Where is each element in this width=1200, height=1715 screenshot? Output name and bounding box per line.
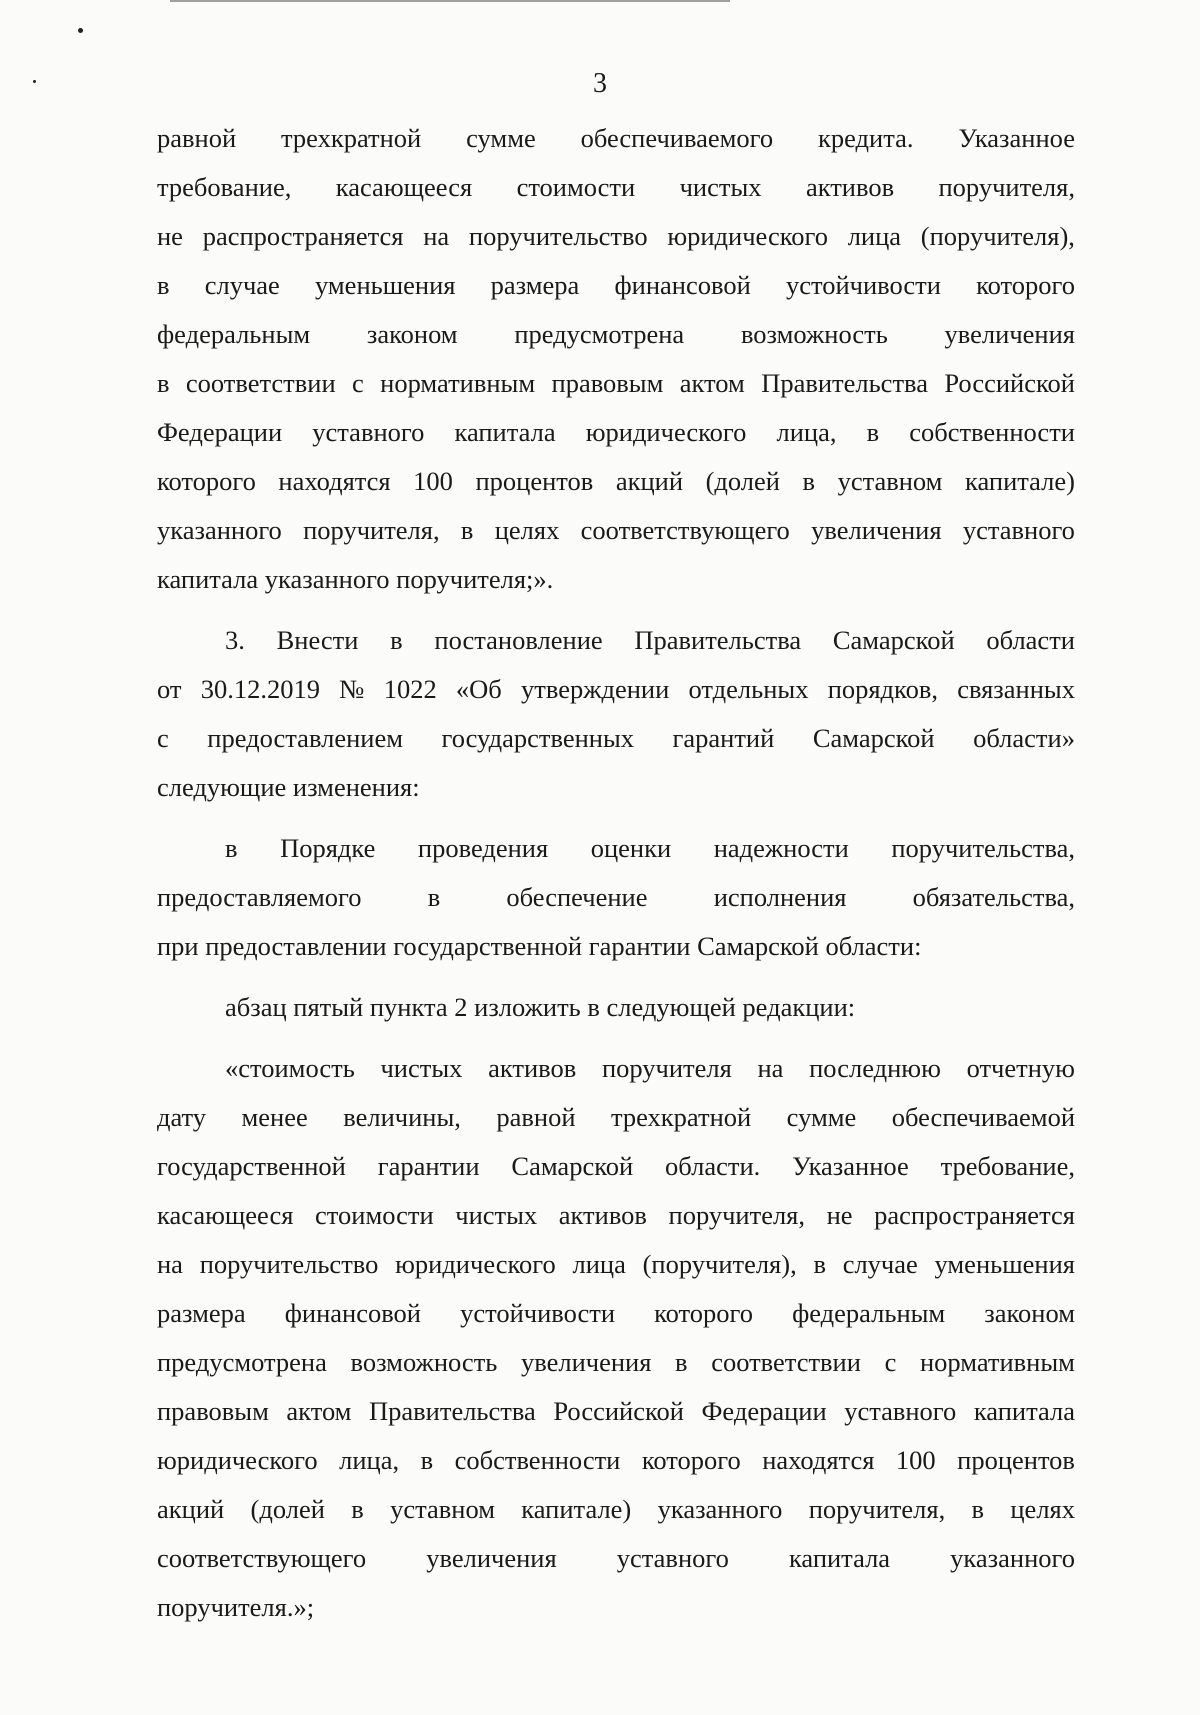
word: капитале) bbox=[521, 1494, 632, 1524]
word: в bbox=[420, 1445, 434, 1475]
word: требование, bbox=[157, 172, 292, 202]
word: финансовой bbox=[614, 270, 751, 300]
text-line bbox=[157, 1191, 1075, 1240]
word: законом bbox=[366, 319, 458, 349]
text-line bbox=[157, 212, 1075, 261]
text-line bbox=[157, 408, 1075, 457]
word: «Об bbox=[455, 674, 502, 704]
word: собственности bbox=[909, 417, 1075, 447]
word: указанного bbox=[157, 515, 282, 545]
text-line bbox=[157, 1289, 1075, 1338]
word: увеличения bbox=[426, 1543, 557, 1573]
word: чистых bbox=[455, 1200, 538, 1230]
word: 1022 bbox=[383, 674, 437, 704]
text-line: поручителя.»; bbox=[157, 1592, 315, 1622]
word: утверждении bbox=[521, 674, 670, 704]
text-line bbox=[157, 616, 1075, 665]
word: Правительства bbox=[634, 625, 802, 655]
word: предусмотрена bbox=[157, 1347, 327, 1377]
text-line bbox=[157, 1485, 1075, 1534]
word: распространяется bbox=[874, 1200, 1075, 1230]
word: уставного bbox=[616, 1543, 729, 1573]
word: актом bbox=[286, 1396, 352, 1426]
word: дату bbox=[157, 1102, 207, 1132]
word: связанных bbox=[957, 674, 1075, 704]
word: на bbox=[757, 1053, 784, 1083]
paragraph bbox=[157, 616, 1075, 812]
word: в bbox=[225, 833, 238, 863]
word: акций bbox=[157, 1494, 225, 1524]
word: в bbox=[813, 1249, 826, 1279]
word: (долей bbox=[250, 1494, 325, 1524]
word: № bbox=[339, 674, 365, 704]
word: находятся bbox=[278, 466, 391, 496]
word: юридического bbox=[585, 417, 747, 447]
word: чистых bbox=[679, 172, 762, 202]
word: капитала bbox=[788, 1543, 891, 1573]
word: уменьшения bbox=[315, 270, 456, 300]
word: нормативным bbox=[380, 368, 536, 398]
word: области» bbox=[973, 723, 1075, 753]
paragraph bbox=[157, 983, 1075, 1032]
word: в bbox=[157, 368, 170, 398]
word: федеральным bbox=[792, 1298, 946, 1328]
word: 3. bbox=[225, 625, 245, 655]
word: распространяется bbox=[202, 221, 404, 251]
word: Российской bbox=[553, 1396, 684, 1426]
word: менее bbox=[241, 1102, 308, 1132]
word: целях bbox=[1010, 1494, 1075, 1524]
text-line bbox=[157, 1338, 1075, 1387]
word: Порядке bbox=[280, 833, 376, 863]
word: Самарской bbox=[812, 723, 935, 753]
word: уставном bbox=[390, 1494, 495, 1524]
word: на bbox=[157, 1249, 183, 1279]
word: поручителя, bbox=[938, 172, 1075, 202]
word: с bbox=[884, 1347, 897, 1377]
word: которого bbox=[157, 466, 256, 496]
word: размера bbox=[157, 1298, 246, 1328]
document-body bbox=[157, 114, 1075, 1632]
paragraph bbox=[157, 114, 1075, 604]
word: активов bbox=[805, 172, 895, 202]
word: стоимости bbox=[315, 1200, 434, 1230]
word: сумме bbox=[786, 1102, 857, 1132]
word: поручителя, bbox=[303, 515, 440, 545]
word: уставного bbox=[844, 1396, 957, 1426]
word: государственных bbox=[441, 723, 635, 753]
text-line bbox=[157, 665, 1075, 714]
word: нормативным bbox=[919, 1347, 1075, 1377]
word: возможность bbox=[740, 319, 888, 349]
word: обеспечение bbox=[506, 882, 648, 912]
word: 30.12.2019 bbox=[200, 674, 320, 704]
text-line bbox=[157, 714, 1075, 763]
word: отчетную bbox=[966, 1053, 1075, 1083]
text-line bbox=[157, 824, 1075, 873]
word: которого bbox=[976, 270, 1075, 300]
word: Федерации bbox=[157, 417, 283, 447]
word: в bbox=[802, 466, 816, 496]
word: актом bbox=[679, 368, 745, 398]
word: от bbox=[157, 674, 182, 704]
word: в bbox=[675, 1347, 688, 1377]
paragraph bbox=[157, 824, 1075, 971]
word: случае bbox=[842, 1249, 918, 1279]
word: Внести bbox=[276, 625, 359, 655]
word: уставном bbox=[837, 466, 943, 496]
word: акций bbox=[615, 466, 684, 496]
word: предусмотрена bbox=[514, 319, 685, 349]
word: поручительство bbox=[199, 1249, 379, 1279]
word: чистых bbox=[380, 1053, 463, 1083]
word: кредита. bbox=[818, 123, 914, 153]
word: которого bbox=[654, 1298, 753, 1328]
word: указанного bbox=[950, 1543, 1075, 1573]
word: Самарской bbox=[511, 1151, 634, 1181]
word: собственности bbox=[454, 1445, 621, 1475]
word: правовым bbox=[157, 1396, 269, 1426]
word: последнюю bbox=[809, 1053, 941, 1083]
word: возможность bbox=[350, 1347, 498, 1377]
word: Правительства bbox=[761, 368, 928, 398]
word: устойчивости bbox=[785, 270, 941, 300]
word: надежности bbox=[713, 833, 849, 863]
text-line bbox=[157, 1436, 1075, 1485]
word: трехкратной bbox=[281, 123, 422, 153]
word: в bbox=[460, 515, 474, 545]
word: постановление bbox=[434, 625, 603, 655]
text-line bbox=[157, 873, 1075, 922]
word: лица bbox=[847, 221, 902, 251]
word: Российской bbox=[944, 368, 1075, 398]
word: оценки bbox=[590, 833, 672, 863]
word: уменьшения bbox=[934, 1249, 1075, 1279]
text-line: следующие изменения: bbox=[157, 772, 420, 802]
word: процентов bbox=[957, 1445, 1075, 1475]
word: равной bbox=[157, 123, 237, 153]
word: увеличения bbox=[811, 515, 942, 545]
word: 100 bbox=[895, 1445, 936, 1475]
word: лица, bbox=[339, 1445, 400, 1475]
scan-speck bbox=[78, 28, 83, 33]
word: правовым bbox=[551, 368, 664, 398]
word: гарантий bbox=[672, 723, 775, 753]
word: целях bbox=[494, 515, 560, 545]
word: области. bbox=[665, 1151, 761, 1181]
text-line bbox=[157, 506, 1075, 555]
text-line bbox=[157, 261, 1075, 310]
word: Указанное bbox=[792, 1151, 909, 1181]
paragraph bbox=[157, 1044, 1075, 1632]
word: лица, bbox=[776, 417, 837, 447]
word: стоимости bbox=[516, 172, 636, 202]
word: с bbox=[352, 368, 364, 398]
text-line: абзац пятый пункта 2 изложить в следующей редакции: bbox=[225, 992, 856, 1022]
word: финансовой bbox=[284, 1298, 421, 1328]
word: находятся bbox=[762, 1445, 875, 1475]
word: Самарской bbox=[832, 625, 955, 655]
word: (поручителя), bbox=[920, 221, 1075, 251]
word: указанного bbox=[657, 1494, 783, 1524]
word: касающееся bbox=[335, 172, 473, 202]
word: предоставлением bbox=[207, 723, 403, 753]
word: федеральным bbox=[157, 319, 311, 349]
word: государственной bbox=[157, 1151, 346, 1181]
word: поручителя bbox=[601, 1053, 732, 1083]
word: области bbox=[986, 625, 1075, 655]
word: в bbox=[427, 882, 441, 912]
word: проведения bbox=[417, 833, 549, 863]
word: (поручителя), bbox=[642, 1249, 797, 1279]
word: уставного bbox=[962, 515, 1075, 545]
word: Правительства bbox=[369, 1396, 536, 1426]
word: касающееся bbox=[157, 1200, 294, 1230]
word: случае bbox=[204, 270, 280, 300]
text-line bbox=[157, 310, 1075, 359]
text-line bbox=[157, 359, 1075, 408]
text-line bbox=[157, 163, 1075, 212]
word: сумме bbox=[466, 123, 536, 153]
word: трехкратной bbox=[610, 1102, 752, 1132]
word: Указанное bbox=[958, 123, 1075, 153]
word: поручительства, bbox=[891, 833, 1075, 863]
word: увеличения bbox=[521, 1347, 652, 1377]
text-line bbox=[157, 1044, 1075, 1093]
word: капитале) bbox=[965, 466, 1075, 496]
word: устойчивости bbox=[460, 1298, 616, 1328]
word: размера bbox=[490, 270, 580, 300]
word: соответствии bbox=[185, 368, 336, 398]
word: исполнения bbox=[713, 882, 847, 912]
word: увеличения bbox=[944, 319, 1075, 349]
word: обеспечиваемого bbox=[580, 123, 774, 153]
word: равной bbox=[496, 1102, 576, 1132]
page-number: 3 bbox=[593, 68, 607, 99]
word: не bbox=[157, 221, 183, 251]
word: величины, bbox=[343, 1102, 461, 1132]
word: соответствии bbox=[711, 1347, 861, 1377]
scan-top-edge bbox=[170, 0, 730, 2]
text-line: при предоставлении государственной гарантии Самарской области: bbox=[157, 931, 922, 961]
word: гарантии bbox=[377, 1151, 480, 1181]
text-line bbox=[157, 114, 1075, 163]
word: требование, bbox=[940, 1151, 1075, 1181]
word: в bbox=[351, 1494, 364, 1524]
word: поручительство bbox=[468, 221, 648, 251]
word: соответствующего bbox=[580, 515, 790, 545]
text-line bbox=[157, 1387, 1075, 1436]
word: обязательства, bbox=[912, 882, 1075, 912]
word: активов bbox=[558, 1200, 647, 1230]
word: активов bbox=[488, 1053, 577, 1083]
word: обеспечиваемой bbox=[891, 1102, 1075, 1132]
word: не bbox=[826, 1200, 853, 1230]
word: (долей bbox=[705, 466, 780, 496]
text-line: капитала указанного поручителя;». bbox=[157, 564, 554, 594]
text-line bbox=[157, 457, 1075, 506]
text-line bbox=[157, 1093, 1075, 1142]
text-line bbox=[157, 1142, 1075, 1191]
text-line bbox=[157, 1534, 1075, 1583]
word: капитала bbox=[973, 1396, 1075, 1426]
word: 100 bbox=[413, 466, 453, 496]
word: в bbox=[390, 625, 403, 655]
word: юридического bbox=[157, 1445, 318, 1475]
word: капитала bbox=[454, 417, 556, 447]
word: в bbox=[866, 417, 880, 447]
word: Федерации bbox=[701, 1396, 827, 1426]
word: предоставляемого bbox=[157, 882, 362, 912]
word: отдельных bbox=[688, 674, 809, 704]
word: «стоимость bbox=[225, 1053, 355, 1083]
word: которого bbox=[641, 1445, 741, 1475]
word: с bbox=[157, 723, 169, 753]
word: поручителя, bbox=[808, 1494, 946, 1524]
word: юридического bbox=[395, 1249, 556, 1279]
word: уставного bbox=[312, 417, 425, 447]
word: на bbox=[423, 221, 450, 251]
word: законом bbox=[984, 1298, 1075, 1328]
word: в bbox=[157, 270, 170, 300]
text-line bbox=[157, 1240, 1075, 1289]
word: порядков, bbox=[827, 674, 938, 704]
word: в bbox=[971, 1494, 985, 1524]
word: поручителя, bbox=[668, 1200, 805, 1230]
word: юридического bbox=[667, 221, 828, 251]
word: лица bbox=[572, 1249, 626, 1279]
word: соответствующего bbox=[157, 1543, 367, 1573]
word: процентов bbox=[475, 466, 594, 496]
